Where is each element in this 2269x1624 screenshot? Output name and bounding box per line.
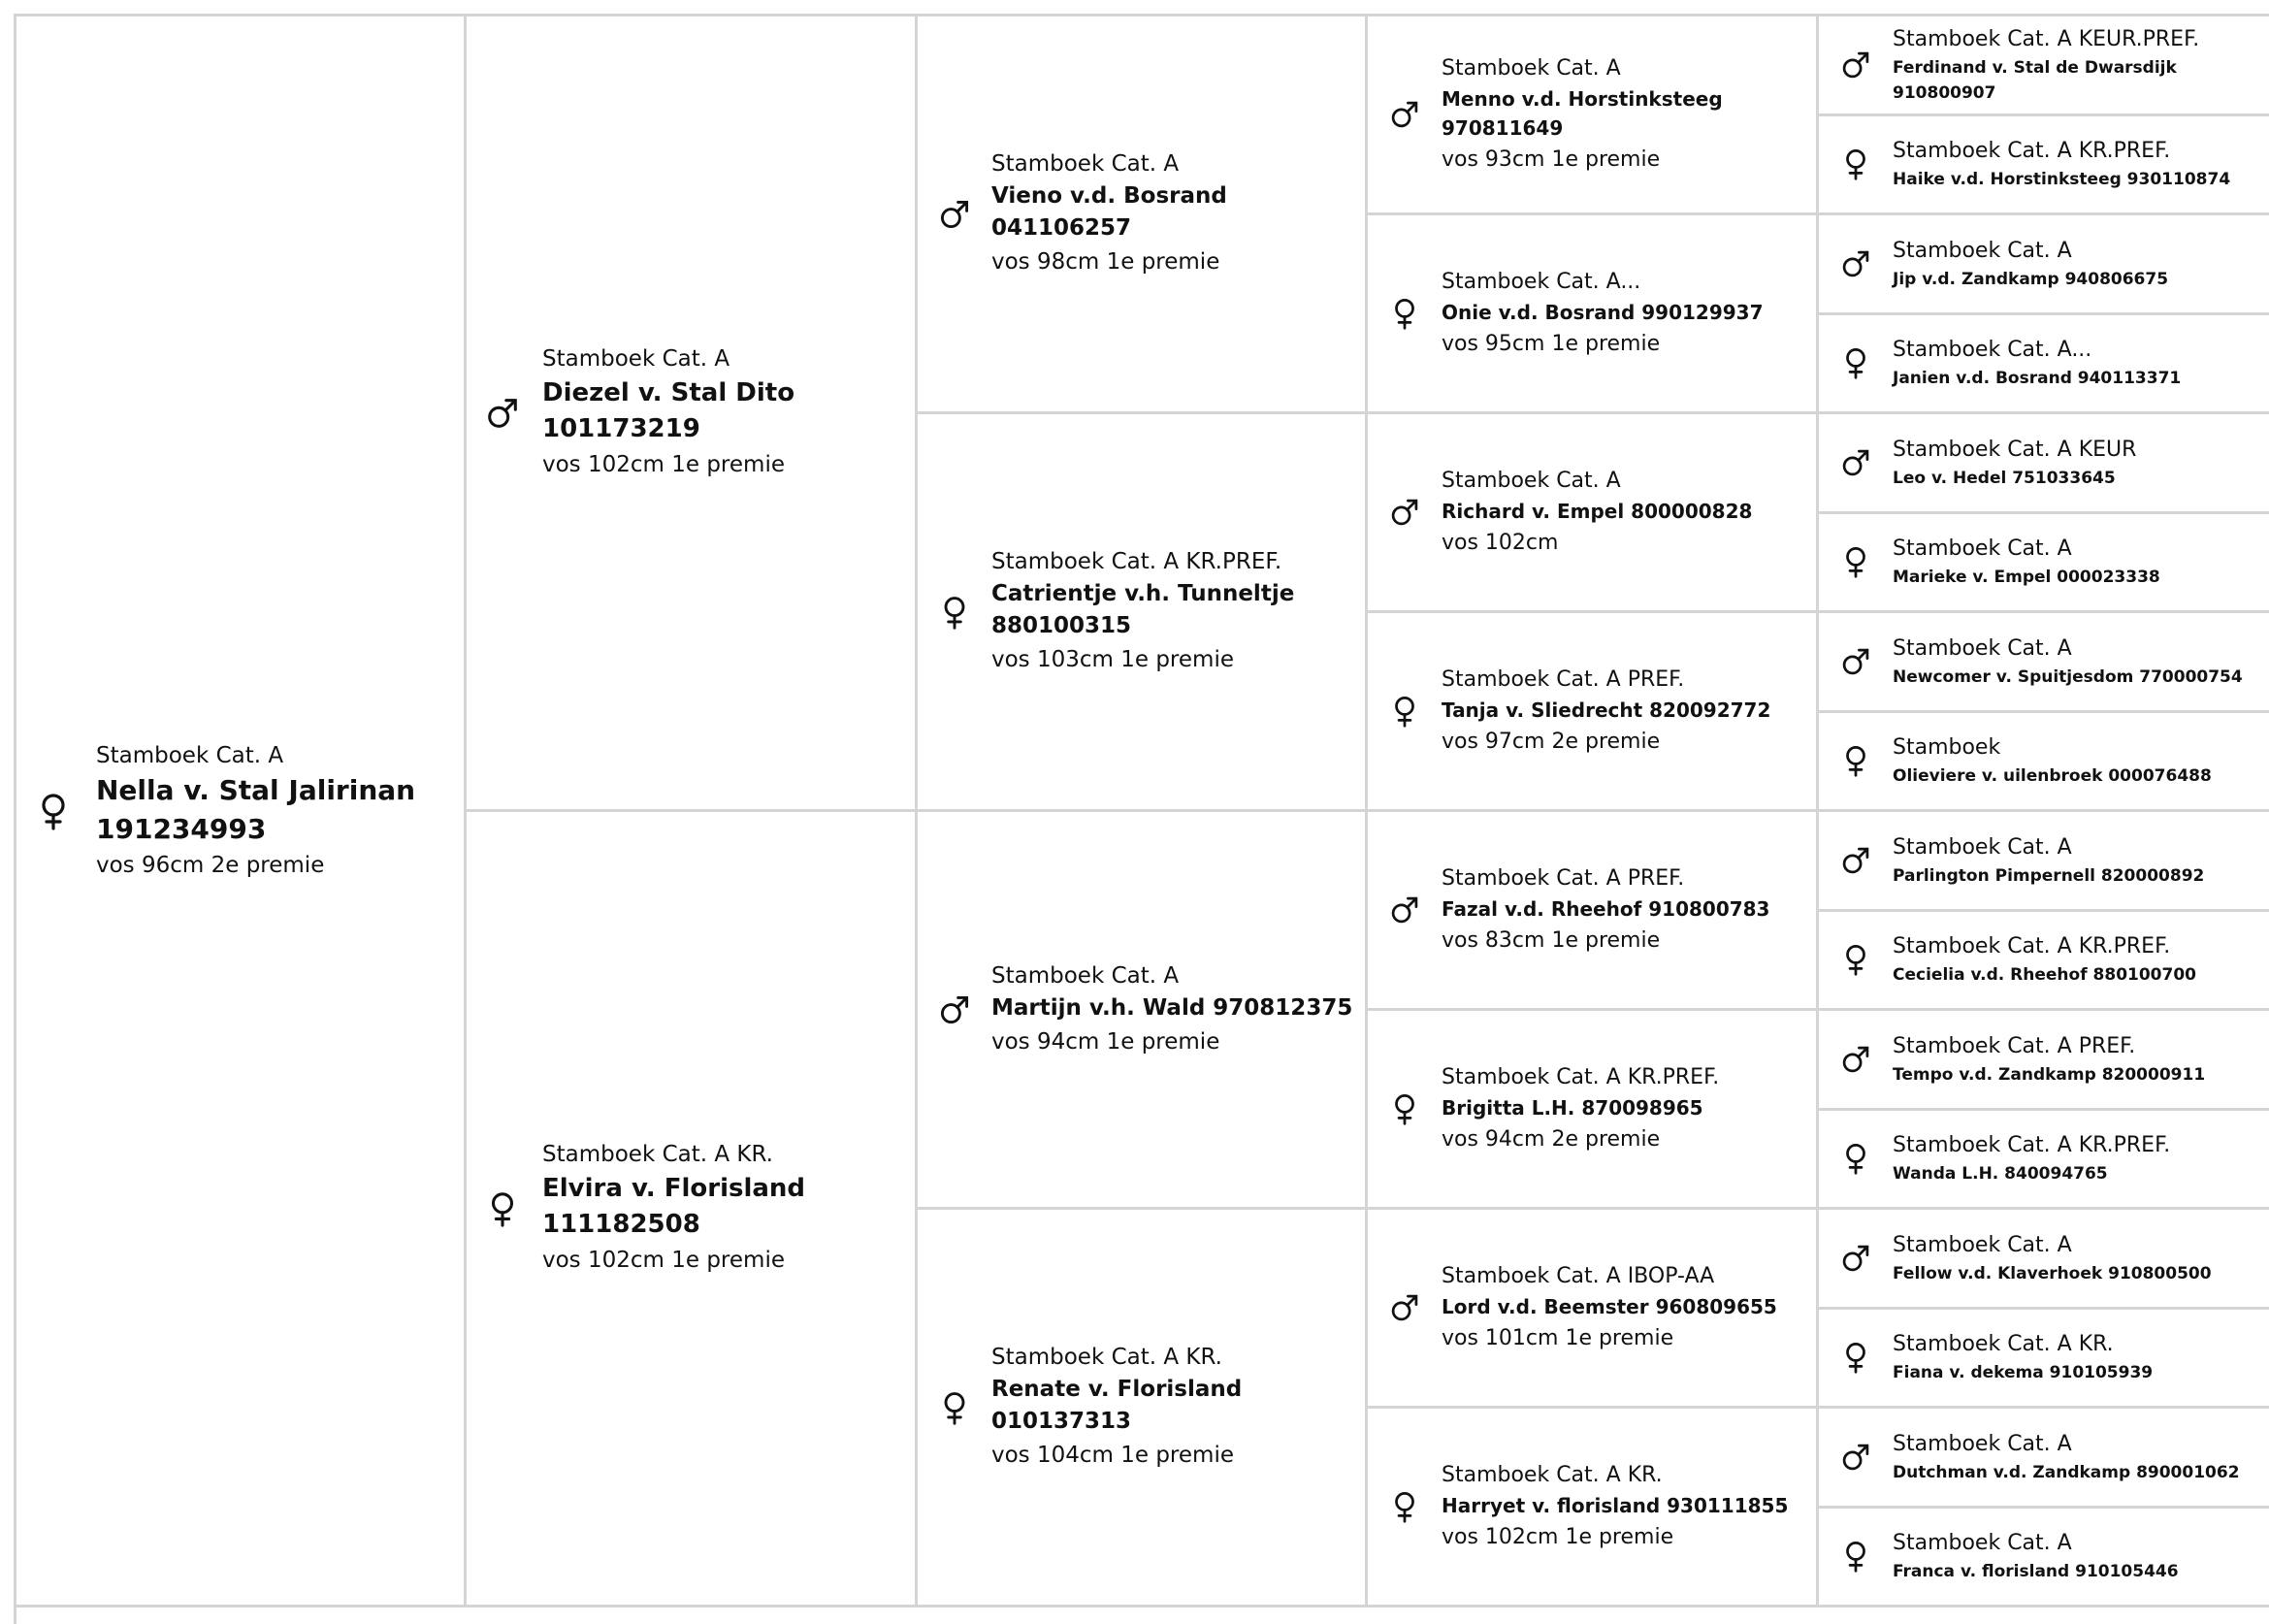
male-icon [482, 395, 523, 432]
animal-details: vos 98cm 1e premie [991, 249, 1220, 275]
male-icon [1385, 893, 1424, 926]
male-icon [1836, 1043, 1875, 1076]
animal-name: Jip v.d. Zandkamp 940806675 [1893, 269, 2169, 289]
animal-details: vos 102cm 1e premie [1442, 1524, 1674, 1549]
animal-name: Janien v.d. Bosrand 940113371 [1893, 369, 2182, 389]
male-icon [1385, 1291, 1424, 1324]
animal-name: Diezel v. Stal Dito 101173219 [542, 378, 795, 443]
animal-details: vos 101cm 1e premie [1442, 1325, 1674, 1350]
registry-label: Stamboek Cat. A [991, 151, 1180, 177]
registry-label: Stamboek Cat. A [1893, 1431, 2072, 1456]
animal-details: vos 94cm 2e premie [1442, 1126, 1661, 1152]
pedigree-cell [918, 812, 1368, 1210]
pedigree-cell [16, 16, 467, 1608]
animal-name: Nella v. Stal Jalirinan 191234993 [96, 773, 416, 845]
pedigree-cell [1368, 414, 1819, 613]
animal-name: Menno v.d. Horstinksteeg 970811649 [1442, 86, 1723, 140]
pedigree-cell [1819, 912, 2269, 1012]
animal-name: Franca v. florisland 910105446 [1893, 1562, 2179, 1582]
registry-label: Stamboek Cat. A [1893, 536, 2072, 562]
pedigree-cell [918, 414, 1368, 812]
pedigree-cell [918, 1210, 1368, 1608]
pedigree-cell [1819, 1011, 2269, 1111]
female-icon [1836, 1540, 1875, 1573]
female-icon [935, 1390, 974, 1425]
pedigree-cell [1819, 16, 2269, 116]
female-icon [1836, 744, 1875, 777]
pedigree-cell [1819, 514, 2269, 614]
pedigree-cell [1368, 1409, 1819, 1608]
registry-label: Stamboek Cat. A [1893, 1232, 2072, 1257]
male-icon [1836, 247, 1875, 280]
registry-label: Stamboek Cat. A PREF. [1442, 666, 1685, 692]
female-icon [1836, 346, 1875, 379]
pedigree-cell [1819, 1111, 2269, 1211]
registry-label: Stamboek Cat. A [1442, 55, 1621, 81]
male-icon [1385, 98, 1424, 131]
animal-name: Fiana v. dekema 910105939 [1893, 1363, 2154, 1383]
registry-label: Stamboek Cat. A [1893, 635, 2072, 661]
animal-details: vos 102cm [1442, 530, 1559, 555]
female-icon [1836, 943, 1875, 976]
animal-details: vos 96cm 2e premie [96, 852, 325, 878]
pedigree-cell [1368, 215, 1819, 414]
registry-label: Stamboek Cat. A KEUR [1893, 437, 2137, 462]
registry-label: Stamboek Cat. A... [1893, 338, 2092, 363]
pedigree-cell [1819, 215, 2269, 315]
registry-label: Stamboek Cat. A... [1442, 269, 1641, 294]
female-icon [935, 595, 974, 630]
registry-label: Stamboek Cat. A [1893, 834, 2072, 860]
animal-name: Elvira v. Florisland 111182508 [542, 1174, 806, 1239]
registry-label: Stamboek Cat. A [542, 346, 730, 372]
animal-name: Marieke v. Empel 000023338 [1893, 568, 2160, 588]
animal-name: Wanda L.H. 840094765 [1893, 1164, 2108, 1185]
female-icon [1385, 695, 1424, 728]
pedigree-cell [1819, 713, 2269, 813]
pedigree-cell [918, 16, 1368, 414]
registry-label: Stamboek Cat. A KR.PREF. [1893, 934, 2171, 959]
female-icon [1385, 1490, 1424, 1523]
pedigree-cell [1819, 414, 2269, 514]
registry-label: Stamboek Cat. A KEUR.PREF. [1893, 26, 2200, 51]
animal-details: vos 103cm 1e premie [991, 647, 1234, 672]
registry-label: Stamboek Cat. A KR. [542, 1142, 773, 1167]
animal-details: vos 83cm 1e premie [1442, 927, 1661, 953]
animal-details: vos 94cm 1e premie [991, 1028, 1220, 1055]
pedigree-cell [1819, 812, 2269, 912]
registry-label: Stamboek Cat. A [1893, 238, 2072, 263]
registry-label: Stamboek Cat. A KR. [991, 1345, 1222, 1370]
male-icon [1836, 446, 1875, 479]
registry-label: Stamboek Cat. A [1893, 1531, 2072, 1556]
pedigree-cell [1819, 613, 2269, 713]
pedigree-cell [1819, 1210, 2269, 1310]
female-icon [1836, 545, 1875, 578]
pedigree-cell [1819, 1509, 2269, 1608]
animal-name: Tanja v. Sliedrecht 820092772 [1442, 698, 1771, 722]
male-icon [1385, 496, 1424, 529]
registry-label: Stamboek Cat. A KR.PREF. [1893, 139, 2171, 164]
pedigree-cell [1368, 613, 1819, 812]
female-icon [1836, 1142, 1875, 1175]
animal-name: Martijn v.h. Wald 970812375 [991, 994, 1353, 1021]
registry-label: Stamboek Cat. A KR. [1442, 1462, 1663, 1487]
animal-name: Newcomer v. Spuitjesdom 770000754 [1893, 666, 2243, 687]
animal-details: vos 102cm 1e premie [542, 452, 785, 477]
pedigree-cell [1819, 116, 2269, 216]
registry-label: Stamboek Cat. A PREF. [1442, 865, 1685, 891]
registry-label: Stamboek Cat. A KR. [1893, 1332, 2114, 1357]
female-icon [1836, 147, 1875, 180]
animal-name: Leo v. Hedel 751033645 [1893, 468, 2116, 488]
pedigree-cell [467, 16, 918, 812]
registry-label: Stamboek Cat. A PREF. [1893, 1033, 2136, 1058]
pedigree-cell [1368, 812, 1819, 1011]
registry-label: Stamboek [1893, 735, 2001, 761]
animal-name: Catrientje v.h. Tunneltje 880100315 [991, 581, 1295, 638]
animal-name: Tempo v.d. Zandkamp 820000911 [1893, 1064, 2206, 1085]
pedigree-cell [467, 812, 918, 1608]
animal-details: vos 97cm 2e premie [1442, 729, 1661, 754]
animal-name: Harryet v. florisland 930111855 [1442, 1493, 1789, 1517]
male-icon [1836, 49, 1875, 81]
pedigree-cell [1819, 315, 2269, 415]
pedigree-cell [1368, 1011, 1819, 1210]
pedigree-cell [1819, 1409, 2269, 1509]
male-icon [1836, 1441, 1875, 1474]
pedigree-cell [1368, 16, 1819, 215]
animal-name: Brigitta L.H. 870098965 [1442, 1095, 1703, 1120]
female-icon [482, 1190, 523, 1227]
animal-name: Lord v.d. Beemster 960809655 [1442, 1294, 1777, 1318]
male-icon [1836, 844, 1875, 877]
animal-name: Onie v.d. Bosrand 990129937 [1442, 300, 1764, 324]
female-icon [32, 792, 75, 830]
animal-name: Dutchman v.d. Zandkamp 890001062 [1893, 1462, 2240, 1482]
animal-details: vos 102cm 1e premie [542, 1248, 785, 1273]
animal-details: vos 104cm 1e premie [991, 1443, 1234, 1468]
animal-details: vos 93cm 1e premie [1442, 146, 1661, 172]
animal-name: Renate v. Florisland 010137313 [991, 1377, 1243, 1434]
female-icon [1385, 297, 1424, 330]
female-icon [1385, 1092, 1424, 1125]
animal-name: Olieviere v. uilenbroek 000076488 [1893, 766, 2212, 787]
animal-name: Haike v.d. Horstinksteeg 930110874 [1893, 170, 2231, 190]
male-icon [1836, 645, 1875, 678]
registry-label: Stamboek Cat. A KR.PREF. [1893, 1133, 2171, 1158]
animal-name: Cecielia v.d. Rheehof 880100700 [1893, 965, 2196, 986]
male-icon [935, 992, 974, 1027]
registry-label: Stamboek Cat. A KR.PREF. [991, 549, 1282, 574]
animal-name: Fazal v.d. Rheehof 910800783 [1442, 896, 1770, 921]
registry-label: Stamboek Cat. A [991, 962, 1180, 989]
animal-name: Vieno v.d. Bosrand 041106257 [991, 183, 1227, 241]
male-icon [1836, 1242, 1875, 1275]
animal-name: Ferdinand v. Stal de Dwarsdijk 910800907 [1893, 57, 2177, 103]
animal-name: Richard v. Empel 800000828 [1442, 499, 1753, 523]
animal-details: vos 95cm 1e premie [1442, 331, 1661, 356]
animal-name: Fellow v.d. Klaverhoek 910800500 [1893, 1263, 2212, 1283]
female-icon [1836, 1341, 1875, 1374]
pedigree-chart [14, 14, 2269, 1624]
registry-label: Stamboek Cat. A KR.PREF. [1442, 1064, 1720, 1089]
male-icon [935, 197, 974, 232]
registry-label: Stamboek Cat. A IBOP-AA [1442, 1263, 1715, 1288]
pedigree-cell [1368, 1210, 1819, 1409]
registry-label: Stamboek Cat. A [1442, 468, 1621, 493]
animal-name: Parlington Pimpernell 820000892 [1893, 865, 2205, 886]
registry-label: Stamboek Cat. A [96, 742, 284, 768]
pedigree-cell [1819, 1310, 2269, 1410]
